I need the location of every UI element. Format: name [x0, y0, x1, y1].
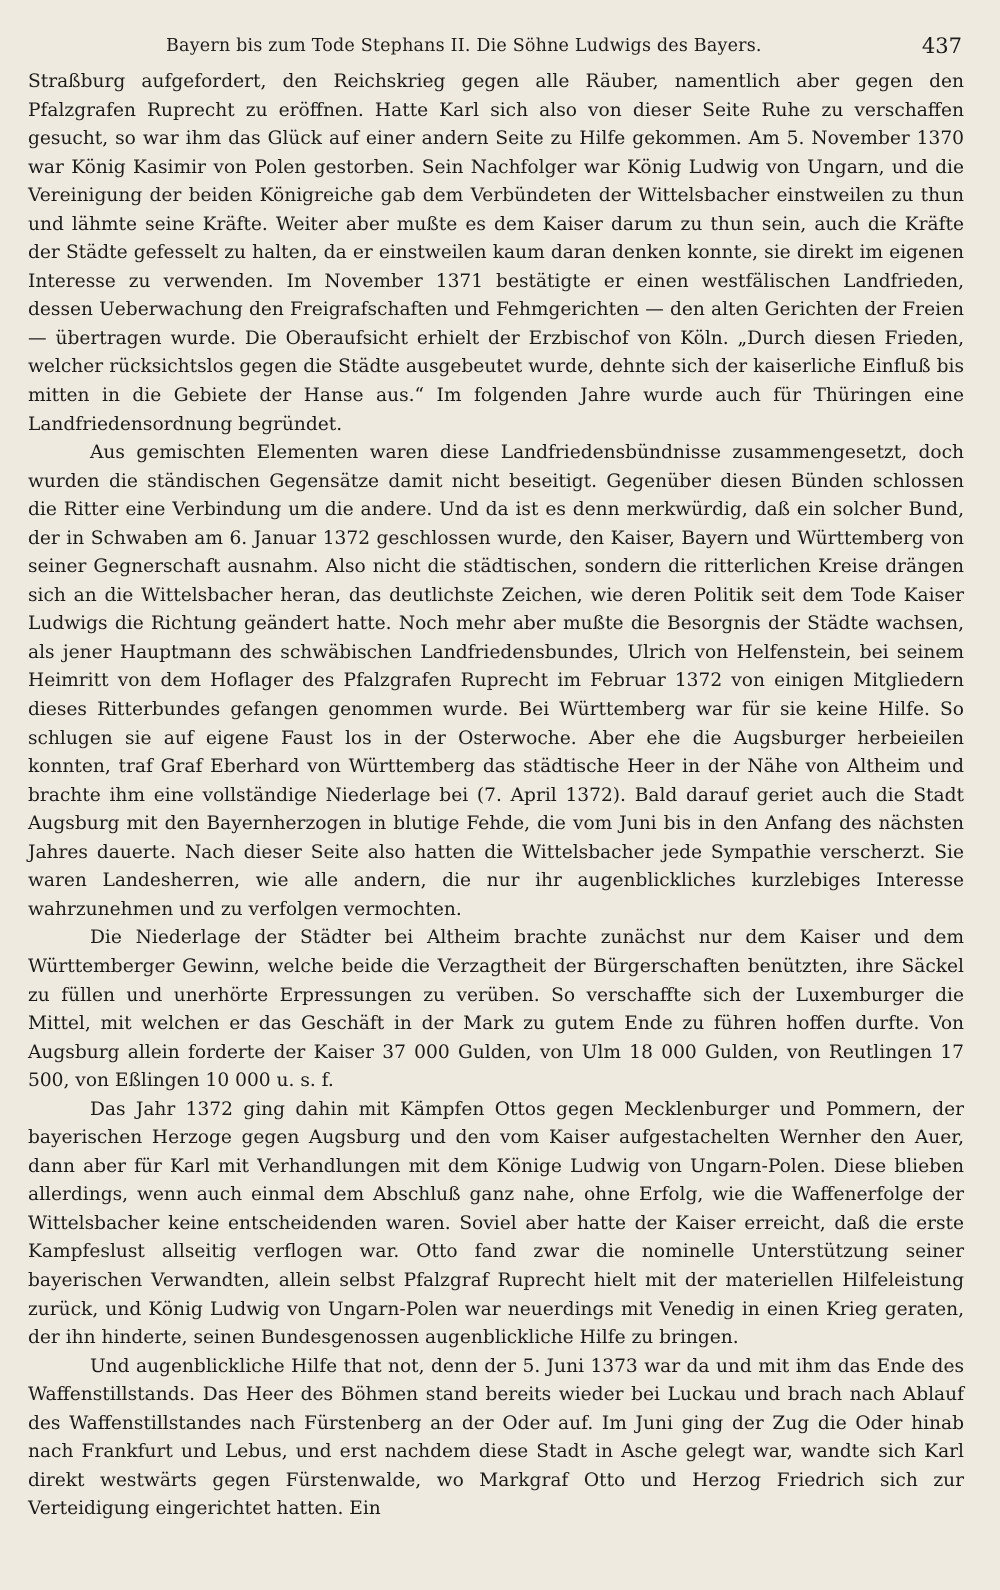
- page-header: [28, 30, 964, 68]
- running-head: Bayern bis zum Tode Stephans II. Die Söhne Ludwigs des Bayers.: [166, 36, 762, 56]
- paragraph-3: Die Niederlage der Städter bei Altheim brachte zunächst nur dem Kaiser und dem Württemberger Gewinn, welche beide die Verzagtheit der Bürgerschaften benützten, ihre Säckel zu füllen und unerhörte Erpressungen zu verüben. So verschaffte sich der Luxemburger die Mittel, mit welchen er das Geschäft in der Mark zu gutem Ende zu führen hoffen durfte. Von Augsburg allein forderte der Kaiser 37 000 Gulden, von Ulm 18 000 Gulden, von Reutlingen 17 500, von Eßlingen 10 000 u. s. f.: [28, 927, 964, 1092]
- book-page: [28, 30, 964, 1575]
- body-text: [28, 68, 964, 1524]
- paragraph-1: Straßburg aufgefordert, den Reichskrieg gegen alle Räuber, namentlich aber gegen den Pfalzgrafen Ruprecht zu eröffnen. Hatte Karl sich also von dieser Seite Ruhe zu verschaffen gesucht, so war ihm das Glück auf einer andern Seite zu Hilfe gekommen. Am 5. November 1370 war König Kasimir von Polen gestorben. Sein Nachfolger war König Ludwig von Ungarn, und die Vereinigung der beiden Königreiche gab dem Verbündeten der Wittelsbacher einstweilen zu thun und lähmte seine Kräfte. Weiter aber mußte es dem Kaiser darum zu thun sein, auch die Kräfte der Städte gefesselt zu halten, da er einstweilen kaum daran denken konnte, sie direkt im eigenen Interesse zu verwenden. Im November 1371 bestätigte er einen westfälischen Landfrieden, dessen Ueberwachung den Freigrafschaften und Fehmgerichten — den alten Gerichten der Freien — übertragen wurde. Die Oberaufsicht erhielt der Erzbischof von Köln. „Durch diesen Frieden, welcher rücksichtslos gegen die Städte ausgebeutet wurde, dehnte sich der kaiserliche Einfluß bis mitten in die Gebiete der Hanse aus.“ Im folgenden Jahre wurde auch für Thüringen eine Landfriedensordnung begründet.: [28, 71, 964, 435]
- paragraph-2: Aus gemischten Elementen waren diese Landfriedensbündnisse zusammengesetzt, doch wurden die ständischen Gegensätze damit nicht beseitigt. Gegenüber diesen Bünden schlossen die Ritter eine Verbindung um die andere. Und da ist es denn merkwürdig, daß ein solcher Bund, der in Schwaben am 6. Januar 1372 geschlossen wurde, den Kaiser, Bayern und Württemberg von seiner Gegnerschaft ausnahm. Also nicht die städtischen, sondern die ritterlichen Kreise drängen sich an die Wittelsbacher heran, das deutlichste Zeichen, wie deren Politik seit dem Tode Kaiser Ludwigs die Richtung geändert hatte. Noch mehr aber mußte die Besorgnis der Städte wachsen, als jener Hauptmann des schwäbischen Landfriedensbundes, Ulrich von Helfenstein, bei seinem Heimritt von dem Hoflager des Pfalzgrafen Ruprecht im Februar 1372 von einigen Mitgliedern dieses Ritterbundes gefangen genommen wurde. Bei Württemberg war für sie keine Hilfe. So schlugen sie auf eigene Faust los in der Osterwoche. Aber ehe die Augsburger herbeieilen konnten, traf Graf Eberhard von Württemberg das städtische Heer in der Nähe von Altheim und brachte ihm eine vollständige Niederlage bei (7. April 1372). Bald darauf geriet auch die Stadt Augsburg mit den Bayernherzogen in blutige Fehde, die vom Juni bis in den Anfang des nächsten Jahres dauerte. Nach dieser Seite also hatten die Wittelsbacher jede Sympathie verscherzt. Sie waren Landesherren, wie alle andern, die nur ihr augenblickliches kurzlebiges Interesse wahrzunehmen und zu verfolgen vermochten.: [28, 442, 964, 920]
- paragraph-5: Und augenblickliche Hilfe that not, denn der 5. Juni 1373 war da und mit ihm das Ende des Waffenstillstands. Das Heer des Böhmen stand bereits wieder bei Luckau und brach nach Ablauf des Waffenstillstandes nach Fürstenberg an der Oder auf. Im Juni ging der Zug die Oder hinab nach Frankfurt und Lebus, und erst nachdem diese Stadt in Asche gelegt war, wandte sich Karl direkt westwärts gegen Fürstenwalde, wo Markgraf Otto und Herzog Friedrich sich zur Verteidigung eingerichtet hatten. Ein: [28, 1355, 964, 1520]
- page-number: 437: [921, 34, 962, 58]
- paragraph-4: Das Jahr 1372 ging dahin mit Kämpfen Ottos gegen Mecklenburger und Pommern, der bayerischen Herzoge gegen Augsburg und den vom Kaiser aufgestachelten Wernher den Auer, dann aber für Karl mit Verhandlungen mit dem Könige Ludwig von Ungarn-Polen. Diese blieben allerdings, wenn auch einmal dem Abschluß ganz nahe, ohne Erfolg, wie die Waffenerfolge der Wittelsbacher keine entscheidenden waren. Soviel aber hatte der Kaiser erreicht, daß die erste Kampfeslust allseitig verflogen war. Otto fand zwar die nominelle Unterstützung seiner bayerischen Verwandten, allein selbst Pfalzgraf Ruprecht hielt mit der materiellen Hilfeleistung zurück, und König Ludwig von Ungarn-Polen war neuerdings mit Venedig in einen Krieg geraten, der ihn hinderte, seinen Bundesgenossen augenblickliche Hilfe zu bringen.: [28, 1098, 964, 1349]
